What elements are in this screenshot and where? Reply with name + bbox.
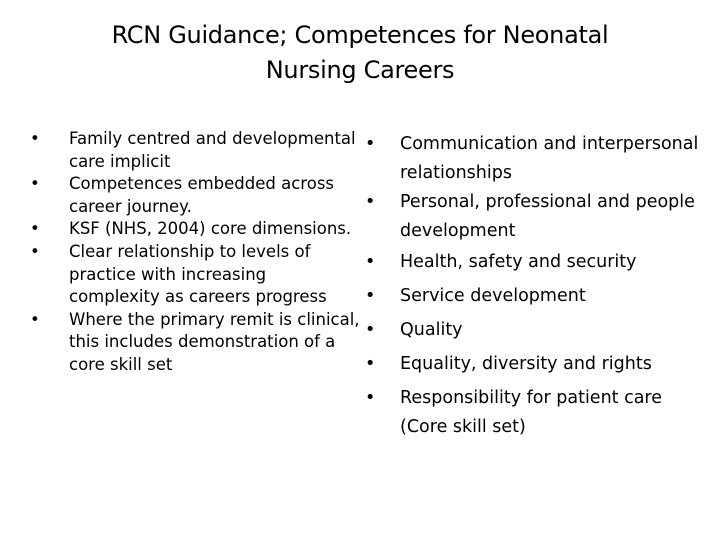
list-item-text: Equality, diversity and rights (400, 354, 652, 374)
bullet-icon: • (365, 320, 376, 340)
list-item-text: Personal, professional and people development (400, 192, 695, 241)
list-item-text: Family centred and developmental care implicit (69, 129, 356, 171)
list-item (362, 384, 712, 442)
bullet-icon: • (30, 129, 40, 148)
bullet-icon: • (30, 309, 40, 329)
list-item-text: Health, safety and security (400, 252, 637, 272)
list-item (362, 188, 712, 246)
list-item-text: Clear relationship to levels of practice with increasing complexity as careers progress (69, 241, 327, 307)
bullet-icon: • (365, 134, 376, 154)
list-item (362, 316, 712, 345)
slide-title (20, 18, 700, 88)
list-item (362, 248, 712, 277)
bullet-icon: • (365, 192, 376, 212)
slide-title-line-2: Nursing Careers (265, 56, 455, 84)
bullet-icon: • (365, 388, 376, 408)
bullet-icon: • (30, 219, 40, 239)
left-bullet-list (30, 128, 360, 377)
list-item-text: Service development (400, 286, 586, 306)
bullet-icon: • (30, 174, 40, 194)
list-item (30, 309, 360, 377)
list-item (362, 350, 712, 379)
right-bullet-list (362, 130, 712, 447)
list-item-text: Where the primary remit is clinical, this includes demonstration of a core skill set (69, 309, 360, 374)
list-item (362, 282, 712, 311)
list-item-text: Responsibility for patient care (Core skill set) (400, 388, 663, 437)
list-item-text: KSF (NHS, 2004) core dimensions. (69, 219, 352, 239)
list-item-text: Competences embedded across career journey. (69, 174, 335, 216)
bullet-icon: • (365, 354, 376, 374)
bullet-icon: • (365, 286, 376, 306)
list-item (362, 130, 712, 188)
list-item (30, 173, 360, 218)
bullet-icon: • (30, 241, 40, 261)
list-item (30, 241, 360, 309)
list-item (30, 128, 360, 173)
bullet-icon: • (365, 252, 376, 272)
list-item (30, 218, 360, 241)
list-item-text: Communication and interpersonal relationships (400, 134, 699, 183)
list-item-text: Quality (400, 320, 463, 340)
slide-title-line-1: RCN Guidance; Competences for Neonatal (111, 21, 609, 49)
